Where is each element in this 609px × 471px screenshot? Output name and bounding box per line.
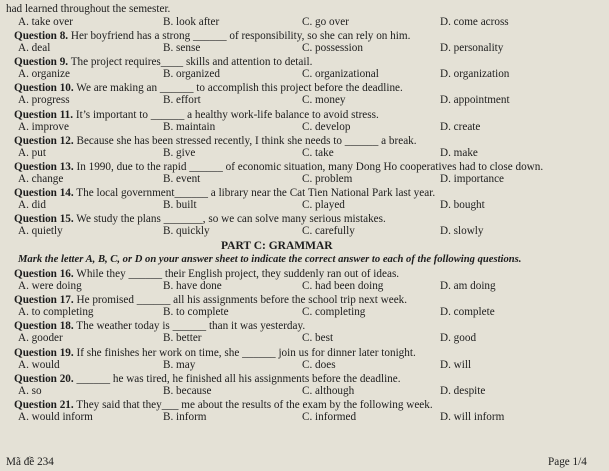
answer-option: D. organization <box>440 68 510 81</box>
answer-option: A. progress <box>18 94 70 107</box>
answer-option: D. will inform <box>440 411 505 423</box>
answer-option: C. develop <box>302 120 351 133</box>
question-stem <box>14 213 386 225</box>
answer-option: C. although <box>302 384 355 397</box>
answer-option: B. inform <box>163 411 207 423</box>
answer-option: A. did <box>18 199 46 212</box>
section-title: PART C: GRAMMAR <box>221 240 333 252</box>
answer-option: C. organizational <box>302 68 379 81</box>
question-text: The weather today is ______ than it was yesterday. <box>73 320 306 333</box>
answer-option: D. bought <box>440 199 485 212</box>
question-number: Question 9. <box>14 56 69 69</box>
question-number: Question 18. <box>14 320 74 333</box>
question-stem <box>14 320 305 332</box>
answer-option: C. played <box>302 199 345 212</box>
answer-option: D. come across <box>440 16 509 28</box>
answer-option: B. look after <box>163 16 220 28</box>
question-text: The local government______ a library near the Cat Tien National Park last year. <box>73 187 436 200</box>
exam-code: Mã đề 234 <box>6 456 54 468</box>
question-text: Because she has been stressed recently, I think she needs to ______ a break. <box>73 134 417 147</box>
answer-option: A. would inform <box>18 411 93 423</box>
answer-option: A. quietly <box>18 225 63 238</box>
question-number: Question 10. <box>14 82 74 95</box>
answer-option: C. informed <box>302 411 357 423</box>
answer-option: B. better <box>163 332 202 345</box>
question-stem <box>14 268 399 280</box>
instructions: Mark the letter A, B, C, or D on your answer sheet to indicate the correct answer to each of the following questions. <box>18 254 522 265</box>
question-stem <box>14 56 312 68</box>
question-text: He promised ______ all his assignments before the school trip next week. <box>73 294 408 307</box>
question-number: Question 8. <box>14 30 69 42</box>
question-stem <box>14 294 407 306</box>
answer-option: C. possession <box>302 42 363 54</box>
answer-option: D. am doing <box>440 280 496 292</box>
answer-option: D. slowly <box>440 225 484 238</box>
answer-option: C. money <box>302 94 346 107</box>
answer-option: D. will <box>440 358 472 371</box>
answer-option: C. completing <box>302 306 366 319</box>
answer-option: C. take <box>302 146 334 159</box>
answer-option: B. event <box>163 173 201 185</box>
answer-option: D. make <box>440 146 478 159</box>
answer-option: A. put <box>18 146 46 159</box>
answer-option: A. take over <box>18 16 73 28</box>
answer-option: A. to completing <box>18 306 94 319</box>
question-number: Question 21. <box>14 399 74 411</box>
question-stem <box>14 399 433 411</box>
question-stem <box>14 373 401 385</box>
answer-option: B. sense <box>163 42 201 54</box>
answer-option: C. carefully <box>302 225 355 238</box>
question-stem <box>14 161 543 173</box>
answer-option: D. appointment <box>440 94 510 107</box>
answer-option: A. would <box>18 358 60 371</box>
answer-option: B. effort <box>163 94 201 107</box>
answer-option: B. give <box>163 146 196 159</box>
page-number: Page 1/4 <box>548 456 587 468</box>
answer-option: D. importance <box>440 173 504 185</box>
question-number: Question 12. <box>14 134 74 147</box>
answer-option: C. go over <box>302 16 349 28</box>
answer-option: A. deal <box>18 42 51 54</box>
question-text: We are making an ______ to accomplish this project before the deadline. <box>73 82 403 95</box>
question-text: Her boyfriend has a strong ______ of responsibility, so she can rely on him. <box>68 30 411 42</box>
answer-option: C. best <box>302 332 334 345</box>
answer-option: C. had been doing <box>302 280 384 292</box>
answer-option: D. create <box>440 120 481 133</box>
question-text: We study the plans _______, so we can solve many serious mistakes. <box>73 213 386 226</box>
question-text: ______ he was tired, he finished all his assignments before the deadline. <box>73 372 401 385</box>
question-text: While they ______ their English project, they suddenly ran out of ideas. <box>73 268 400 280</box>
answer-option: D. good <box>440 332 477 345</box>
question-number: Question 15. <box>14 213 74 226</box>
question-number: Question 17. <box>14 294 74 307</box>
answer-option: B. maintain <box>163 120 216 133</box>
question-text: If she finishes her work on time, she ______ join us for dinner later tonight. <box>73 346 416 359</box>
question-number: Question 20. <box>14 372 74 385</box>
question-text: It’s important to ______ a healthy work-life balance to avoid stress. <box>73 108 379 121</box>
continued-text: had learned throughout the semester. <box>6 3 171 15</box>
question-text: The project requires____ skills and attention to detail. <box>68 56 313 69</box>
answer-option: A. were doing <box>18 280 82 292</box>
answer-option: A. improve <box>18 120 69 133</box>
question-stem <box>14 135 417 147</box>
question-text: They said that they___ me about the results of the exam by the following week. <box>73 399 433 411</box>
answer-option: B. may <box>163 358 196 371</box>
answer-option: A. gooder <box>18 332 63 345</box>
answer-option: B. because <box>163 384 212 397</box>
answer-option: A. organize <box>18 68 70 81</box>
answer-option: B. to complete <box>163 306 229 319</box>
question-stem <box>14 347 416 359</box>
answer-option: D. personality <box>440 42 504 54</box>
question-number: Question 19. <box>14 346 74 359</box>
answer-option: A. so <box>18 384 42 397</box>
answer-option: D. despite <box>440 384 486 397</box>
question-text: In 1990, due to the rapid ______ of economic situation, many Dong Ho cooperatives had to close down. <box>73 161 544 173</box>
question-number: Question 16. <box>14 268 74 280</box>
answer-option: A. change <box>18 173 64 185</box>
answer-option: B. built <box>163 199 197 212</box>
question-stem <box>14 187 435 199</box>
answer-option: B. organized <box>163 68 220 81</box>
question-number: Question 11. <box>14 108 74 121</box>
answer-option: C. problem <box>302 173 353 185</box>
answer-option: B. have done <box>163 280 222 292</box>
question-stem <box>14 30 410 42</box>
answer-option: D. complete <box>440 306 495 319</box>
question-number: Question 13. <box>14 161 74 173</box>
question-stem <box>14 109 379 121</box>
answer-option: B. quickly <box>163 225 210 238</box>
question-number: Question 14. <box>14 187 74 200</box>
answer-option: C. does <box>302 358 336 371</box>
question-stem <box>14 82 403 94</box>
